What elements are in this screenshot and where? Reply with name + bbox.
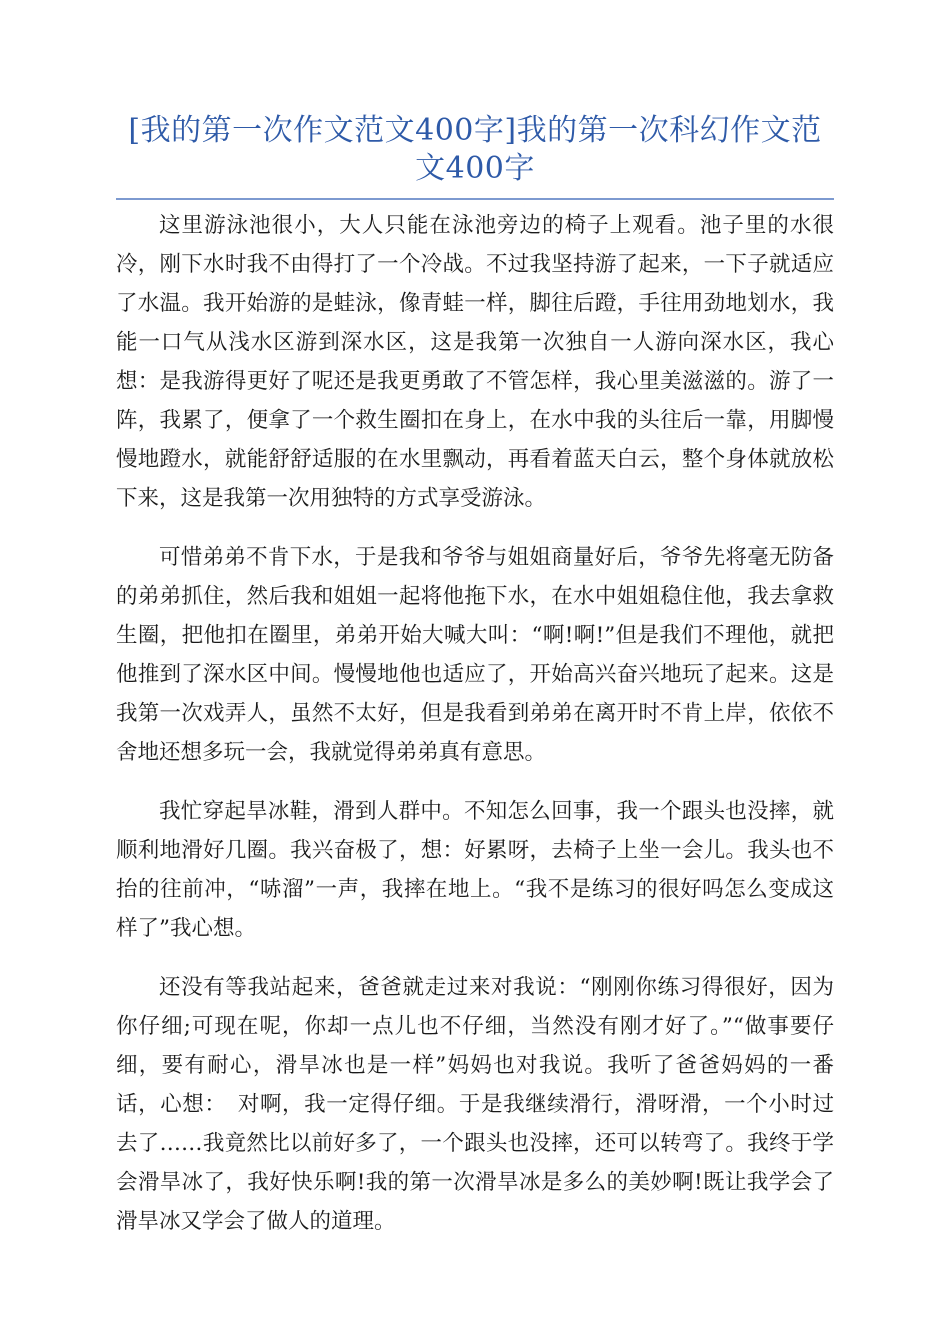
title-block — [116, 112, 834, 200]
paragraph-2: 可惜弟弟不肯下水，于是我和爷爷与姐姐商量好后，爷爷先将毫无防备的弟弟抓住，然后我和姐姐一起将他拖下水，在水中姐姐稳住他，我去拿救生圈，把他扣在圈里，弟弟开始大喊大叫：“啊!啊!”但是我们不理他，就把他推到了深水区中间。慢慢地他也适应了，开始高兴奋兴地玩了起来。这是我第一次戏弄人，虽然不太好，但是我看到弟弟在离开时不肯上岸，依依不舍地还想多玩一会，我就觉得弟弟真有意思。 — [116, 545, 834, 765]
title-underline — [116, 198, 834, 200]
document-body — [116, 206, 834, 1261]
paragraph-4: 还没有等我站起来，爸爸就走过来对我说：“刚刚你练习得很好，因为你仔细;可现在呢，你却一点儿也不仔细，当然没有刚才好了。”“做事要仔细，要有耐心，滑旱冰也是一样”妈妈也对我说。我听了爸爸妈妈的一番话，心想： 对啊，我一定得仔细。于是我继续滑行，滑呀滑，一个小时过去了……我竟然比以前好多了，一个跟头也没摔，还可以转弯了。我终于学会滑旱冰了，我好快乐啊!我的第一次滑旱冰是多么的美妙啊!既让我学会了滑旱冰又学会了做人的道理。 — [116, 975, 834, 1234]
document-title: [我的第一次作文范文400字]我的第一次科幻作文范文400字 — [128, 113, 822, 186]
paragraph-1: 这里游泳池很小，大人只能在泳池旁边的椅子上观看。池子里的水很冷，刚下水时我不由得打了一个冷战。不过我坚持游了起来，一下子就适应了水温。我开始游的是蛙泳，像青蛙一样，脚往后蹬，手往用劲地划水，我能一口气从浅水区游到深水区，这是我第一次独自一人游向深水区，我心想：是我游得更好了呢还是我更勇敢了不管怎样，我心里美滋滋的。游了一阵，我累了，便拿了一个救生圈扣在身上，在水中我的头往后一靠，用脚慢慢地蹬水，就能舒舒适服的在水里飘动，再看着蓝天白云，整个身体就放松下来，这是我第一次用独特的方式享受游泳。 — [116, 213, 834, 511]
paragraph-3: 我忙穿起旱冰鞋，滑到人群中。不知怎么回事，我一个跟头也没摔，就顺利地滑好几圈。我兴奋极了，想：好累呀，去椅子上坐一会儿。我头也不抬的往前冲，“哧溜”一声，我摔在地上。“我不是练习的很好吗怎么变成这样了”我心想。 — [116, 799, 834, 941]
